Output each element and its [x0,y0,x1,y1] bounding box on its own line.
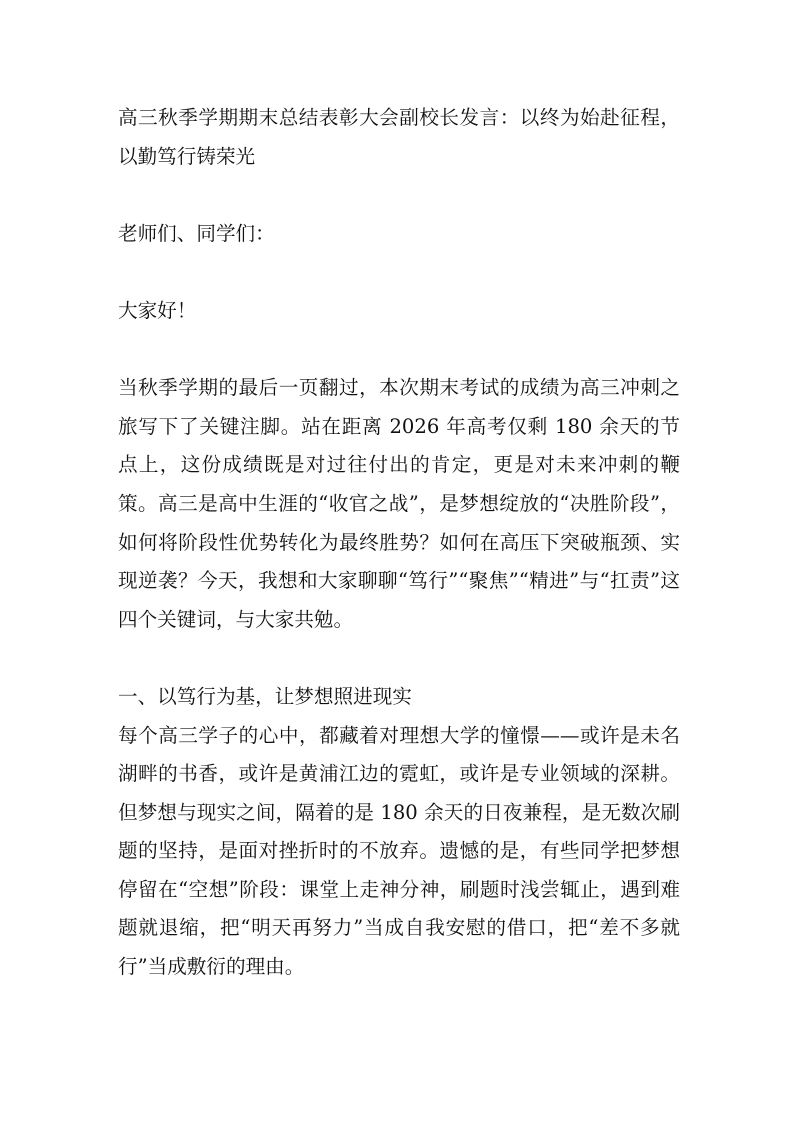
spacer [118,176,680,215]
intro-paragraph: 当秋季学期的最后一页翻过，本次期末考试的成绩为高三冲刺之旅写下了关键注脚。站在距离 2026 年高考仅剩 180 余天的节点上，这份成绩既是对过往付出的肯定，更是对未来冲刺的鞭策。高三是高中生涯的“收官之战”，是梦想绽放的“决胜阶段”，如何将阶段性优势转化为最终胜势？如何在高压下突破瓶颈、实现逆袭？今天，我想和大家聊聊“笃行”“聚焦”“精进”与“扛责”这四个关键词，与大家共勉。 [118,376,680,631]
spacer [118,331,680,370]
spacer [118,253,680,292]
section-1-heading: 一、以笃行为基，让梦想照进现实 [118,684,412,708]
document-page [118,99,680,987]
salutation: 老师们、同学们： [118,221,275,245]
spacer [118,639,680,678]
section-1-paragraph: 每个高三学子的心中，都藏着对理想大学的憧憬——或许是未名湖畔的书香，或许是黄浦江边的霓虹，或许是专业领域的深耕。但梦想与现实之间，隔着的是 180 余天的日夜兼程，是无数次刷题的坚持，是面对挫折时的不放弃。遗憾的是，有些同学把梦想停留在“空想”阶段：课堂上走神分神，刷题时浅尝辄止，遇到难题就退缩，把“明天再努力”当成自我安慰的借口，把“差不多就行”当成敷衍的理由。 [118,723,680,979]
document-title: 高三秋季学期期末总结表彰大会副校长发言：以终为始赴征程，以勤笃行铸荣光 [118,106,680,168]
greeting: 大家好！ [118,298,197,322]
